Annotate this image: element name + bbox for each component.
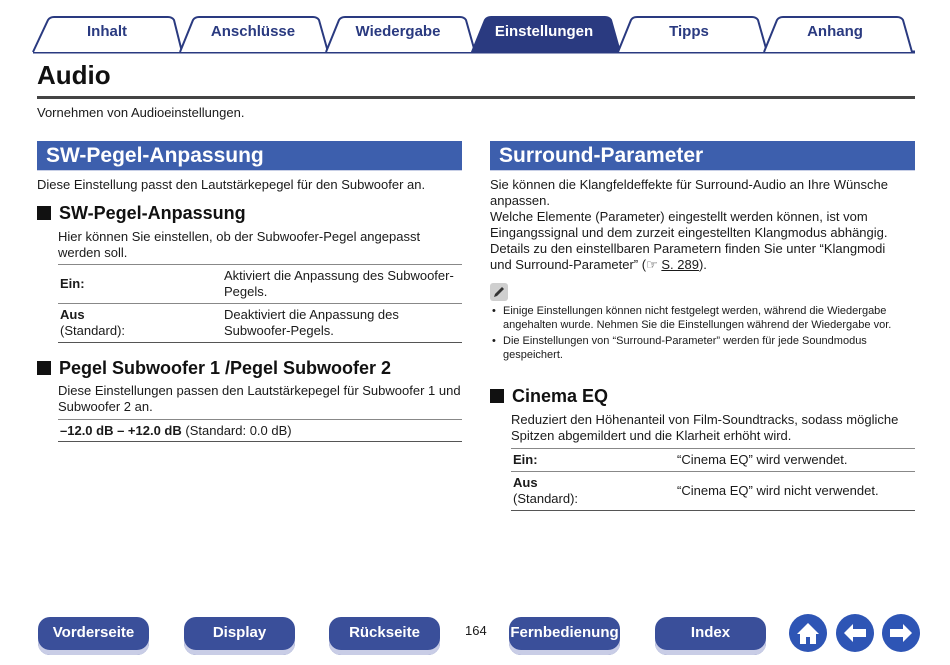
option-desc: Aktiviert die Anpassung des Subwoofer-Pegels. <box>224 268 454 299</box>
page-title: Audio <box>37 60 111 90</box>
tab-anschluesse[interactable]: Anschlüsse <box>210 23 296 40</box>
options-table-cinema-eq <box>511 448 915 511</box>
option-cell <box>58 265 222 304</box>
desc-line: Welche Elemente (Parameter) eingestellt werden können, ist vom Eingangssignal und dem zurzeit eingestellten Klangmodus abhängig. <box>490 209 888 240</box>
subheading-text: SW-Pegel-Anpassung <box>59 203 246 223</box>
forward-button[interactable] <box>882 614 920 652</box>
subheading-sw-pegel <box>37 203 246 224</box>
range-box <box>58 419 462 442</box>
options-table-sw-pegel <box>58 264 462 343</box>
table-row <box>511 449 915 472</box>
tab-tipps[interactable]: Tipps <box>669 23 709 40</box>
home-icon <box>789 614 827 652</box>
nav-fernbedienung-button[interactable]: Fernbedienung <box>509 617 620 655</box>
square-bullet-icon <box>37 206 51 220</box>
note-item <box>490 334 910 362</box>
option-default: (Standard): <box>513 491 579 506</box>
option-desc: “Cinema EQ” wird nicht verwendet. <box>677 483 879 498</box>
subsection-desc: Reduziert den Höhenanteil von Film-Soundtracks, sodass mögliche Spitzen abgemildert und die Klarheit erhöht wird. <box>511 412 899 443</box>
note-text: Einige Einstellungen können nicht festgelegt werden, während die Wiedergabe angehalten wurde. Nehmen Sie die Einstellungen während der Wiedergabe vor. <box>503 305 892 331</box>
title-divider <box>37 96 915 99</box>
square-bullet-icon <box>37 361 51 375</box>
table-row <box>58 265 462 304</box>
table-row <box>58 304 462 343</box>
subheading-pegel-subwoofer <box>37 358 391 379</box>
tab-inhalt[interactable]: Inhalt <box>87 23 127 40</box>
section-header-sw-pegel: SW-Pegel-Anpassung <box>37 141 462 171</box>
page-link[interactable]: S. 289 <box>661 257 699 272</box>
tab-anhang[interactable]: Anhang <box>807 23 863 40</box>
subheading-cinema-eq <box>490 386 608 407</box>
subheading-text: Cinema EQ <box>512 386 609 406</box>
note-item <box>490 304 910 332</box>
page-intro: Vornehmen von Audioeinstellungen. <box>37 105 245 120</box>
subheading-text: Pegel Subwoofer 1 /Pegel Subwoofer 2 <box>59 358 392 378</box>
desc-line-text: Details zu den einstellbaren Parametern finden Sie unter “Klangmodi und Surround-Parameter” ( <box>490 241 886 272</box>
option-cell <box>58 304 222 343</box>
option-desc: Deaktiviert die Anpassung des Subwoofer-Pegels. <box>224 307 399 338</box>
range-value: –12.0 dB – +12.0 dB <box>60 423 182 438</box>
section-desc: Diese Einstellung passt den Lautstärkepegel für den Subwoofer an. <box>37 177 426 192</box>
page-number: 164 <box>465 623 487 638</box>
home-button[interactable] <box>789 614 827 652</box>
option-label: Ein: <box>513 452 538 467</box>
pencil-note-icon <box>490 283 508 301</box>
nav-index-button[interactable]: Index <box>655 617 766 655</box>
option-cell <box>511 449 675 472</box>
pencil-glyph <box>490 283 508 301</box>
bullet-icon: • <box>492 305 496 317</box>
nav-vorderseite-button[interactable]: Vorderseite <box>38 617 149 655</box>
nav-rueckseite-button[interactable]: Rückseite <box>329 617 440 655</box>
option-default: (Standard): <box>60 323 126 338</box>
square-bullet-icon <box>490 389 504 403</box>
forward-arrow-icon <box>882 614 920 652</box>
option-desc: “Cinema EQ” wird verwendet. <box>677 452 848 467</box>
subsection-desc: Hier können Sie einstellen, ob der Subwoofer-Pegel angepasst werden soll. <box>58 229 421 260</box>
option-label: Aus <box>513 475 538 490</box>
desc-line: Sie können die Klangfeldeffekte für Surround-Audio an Ihre Wünsche anpassen. <box>490 177 888 208</box>
desc-line <box>490 241 910 273</box>
bullet-icon: • <box>492 335 496 347</box>
back-button[interactable] <box>836 614 874 652</box>
pointing-hand-icon: ☞ <box>646 257 658 272</box>
back-arrow-icon <box>836 614 874 652</box>
section-header-surround: Surround-Parameter <box>490 141 915 171</box>
tab-einstellungen[interactable]: Einstellungen <box>494 23 594 40</box>
table-row <box>511 472 915 511</box>
nav-display-button[interactable]: Display <box>184 617 295 655</box>
option-cell <box>511 472 675 511</box>
notes-list <box>490 304 910 364</box>
surround-desc <box>490 177 910 273</box>
range-default: (Standard: 0.0 dB) <box>185 423 292 438</box>
tab-wiedergabe[interactable]: Wiedergabe <box>355 23 441 40</box>
note-text: Die Einstellungen von “Surround-Parameter” werden für jede Soundmodus gespeichert. <box>503 335 867 361</box>
link-suffix: ). <box>698 257 707 272</box>
option-label: Aus <box>60 307 85 322</box>
subsection-desc: Diese Einstellungen passen den Lautstärkepegel für Subwoofer 1 und Subwoofer 2 an. <box>58 383 461 414</box>
option-label: Ein: <box>60 276 85 291</box>
top-tab-bar <box>0 0 950 55</box>
